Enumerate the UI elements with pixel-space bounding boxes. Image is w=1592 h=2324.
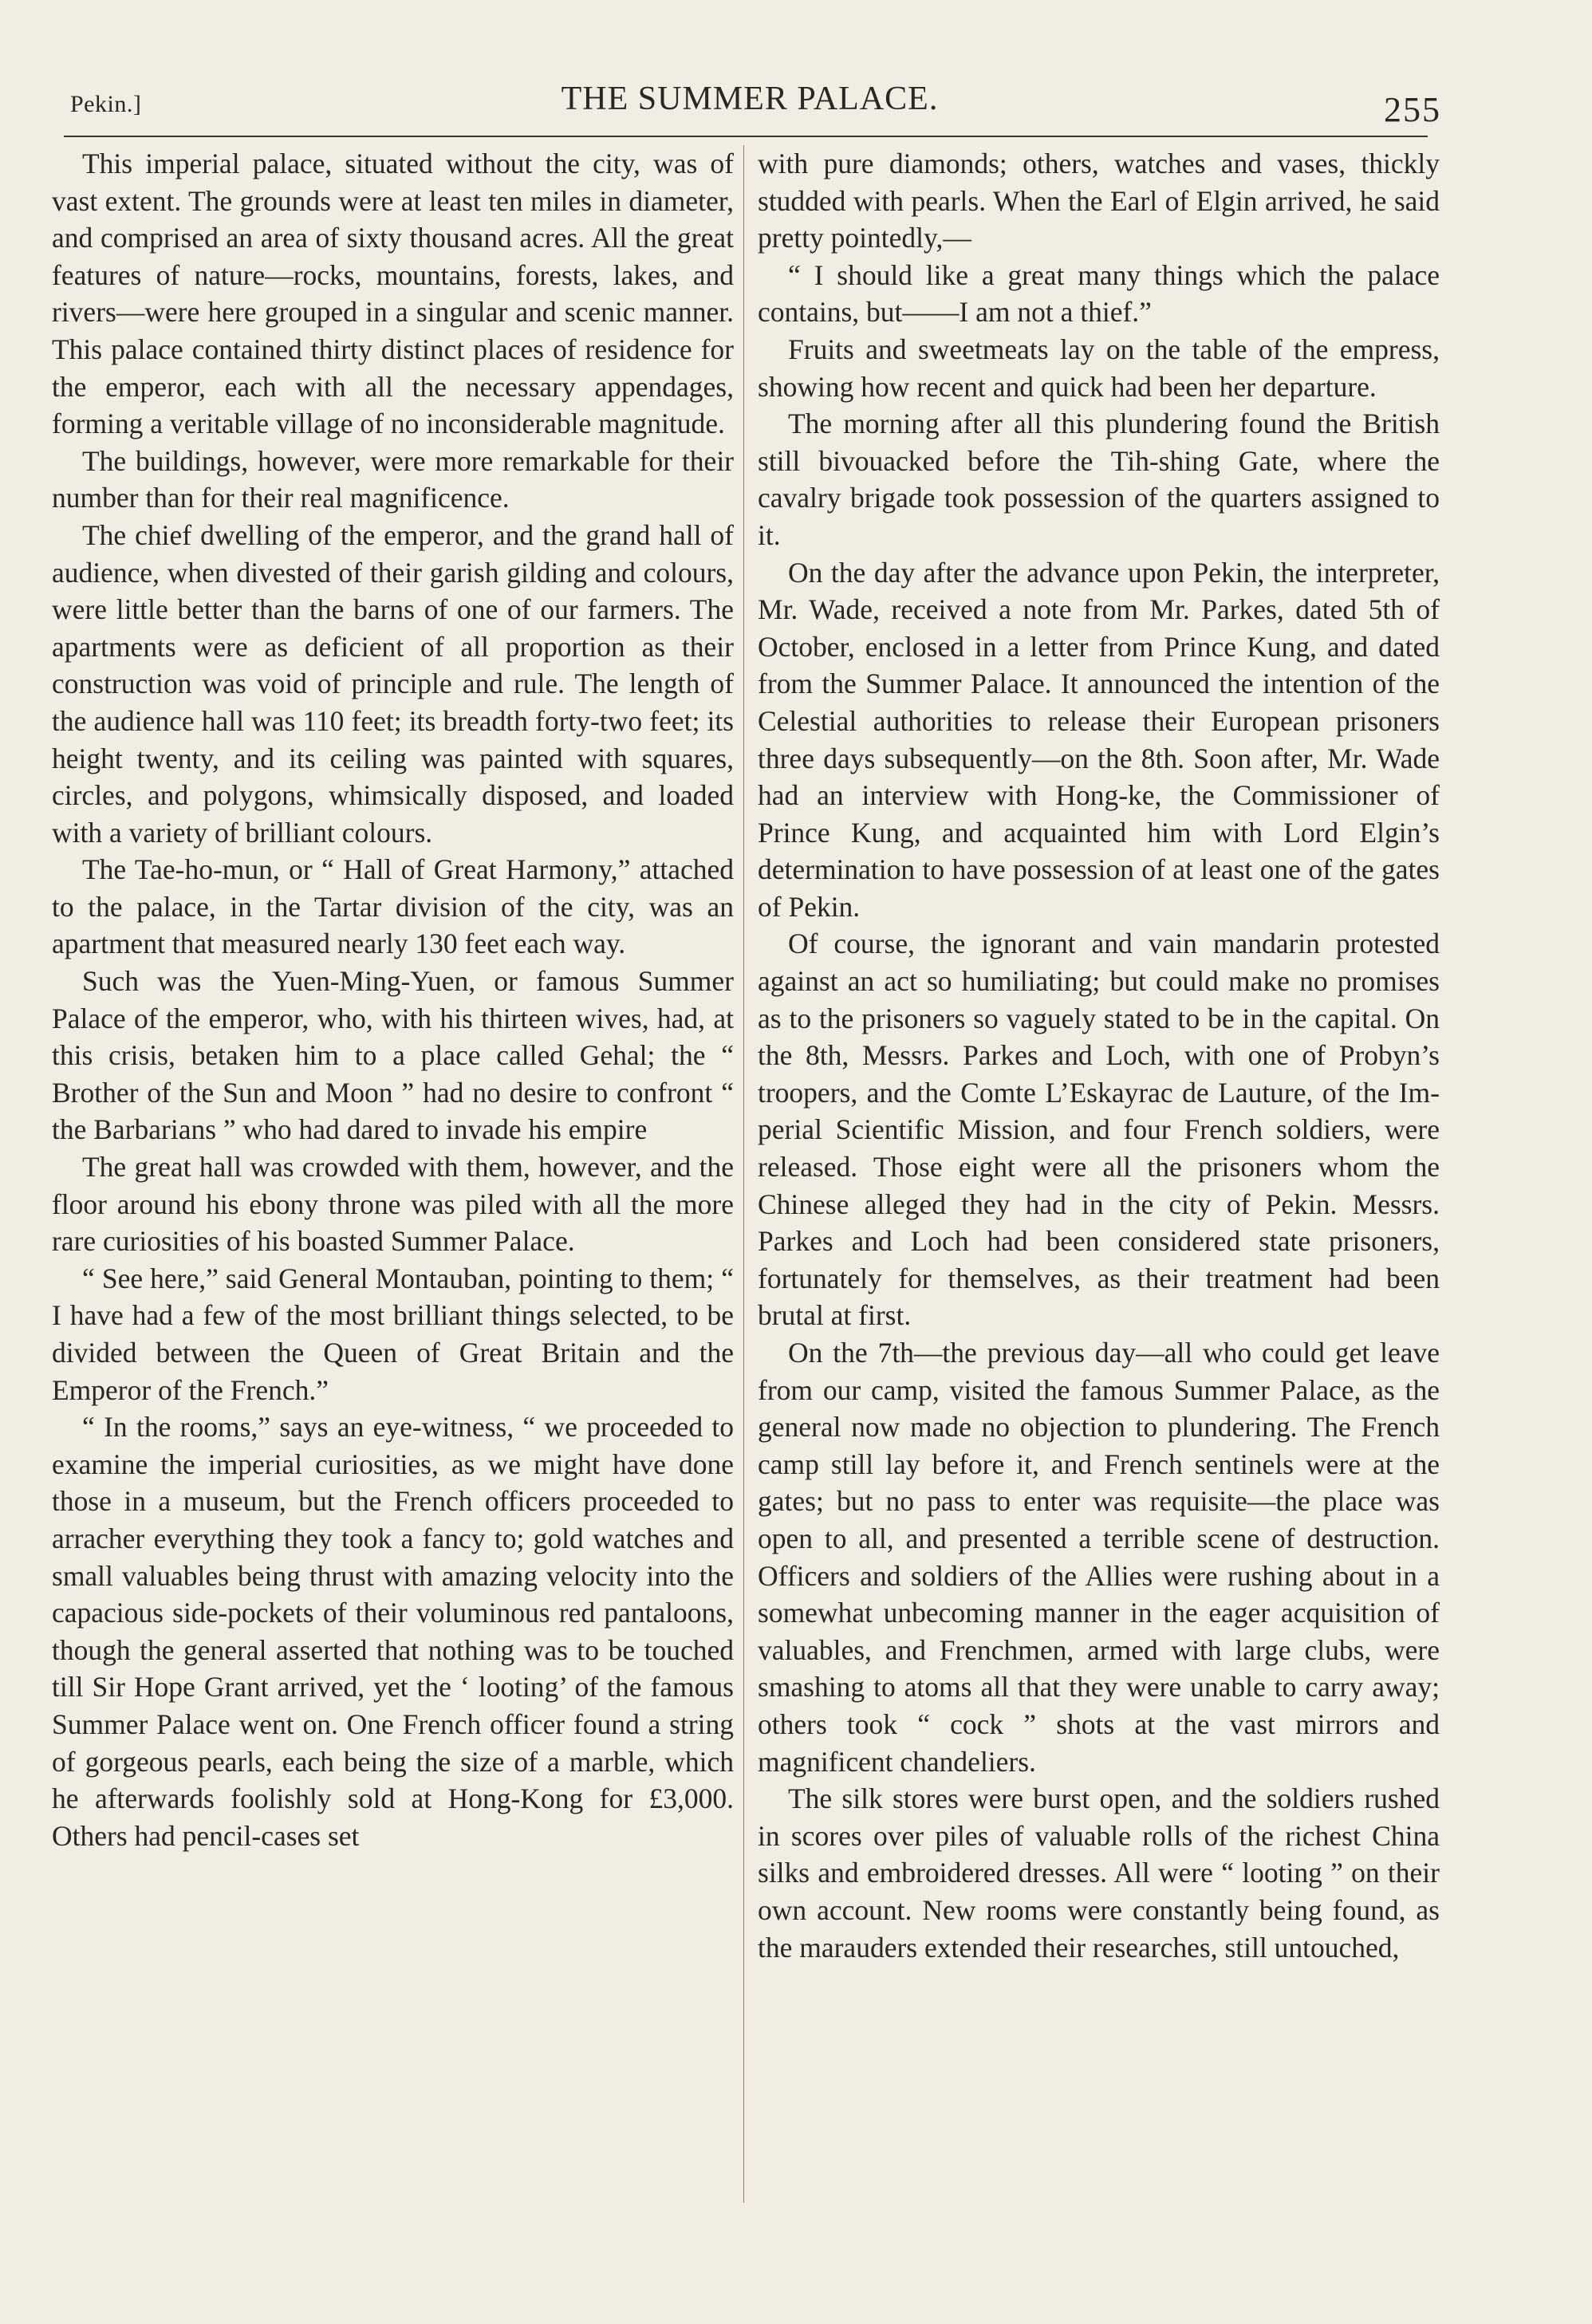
paragraph: This imperial palace, situated without the city, was of vast extent. The grounds were at least ten miles in diameter, and comprised an area of sixty thousand acres. All the great features of nature—rocks, mountains, forests, lakes, and rivers—were here grouped in a singular and scenic manner. This palace contained thirty distinct places of residence for the emperor, each with all the necessary appendages, forming a veritable village of no inconsiderable magnitude.	[52, 148, 734, 440]
page-number: 255	[1384, 90, 1441, 129]
column-divider	[743, 145, 744, 2203]
paragraph: The great hall was crowded with them, however, and the floor around his ebony throne was piled with all the more rare curiosities of his boasted Summer Palace.	[52, 1151, 734, 1258]
paragraph: On the day after the advance upon Pekin, the interpreter, Mr. Wade, received a note from Mr. Parkes, dated 5th of October, enclosed in a letter from Prince Kung, and dated from the Summer Palace. It announced the intention of the Celestial authorities to release their European prisoners three days subsequently—on the 8th. Soon after, Mr. Wade had an interview with Hong-ke, the Commissioner of Prince Kung, and acquainted him with Lord Elgin’s determination to have possession of at least one of the gates of Pekin.	[758, 556, 1440, 923]
paragraph: On the 7th—the previous day—all who could get leave from our camp, visited the famous Summer Palace, as the general now made no objection to plundering. The French camp still lay before it, and French sentinels were at the gates; but no pass to enter was requisite—the place was open to all, and presented a terrible scene of destruction. Officers and soldiers of the Allies were rushing about in a somewhat unbecoming manner in the eager acquisition of valuables, and Frenchmen, armed with large clubs, were smashing to atoms all that they were unable to carry away; others took “ cock ” shots at the vast mirrors and magnificent chandeliers.	[758, 1337, 1440, 1778]
running-head: Pekin.]	[70, 91, 142, 117]
paragraph: Such was the Yuen-Ming-Yuen, or famous Summer Palace of the emperor, who, with his thirteen wives, had, at this crisis, betaken him to a place called Gehal; the “ Brother of the Sun and Moon ” had no desire to confront “ the Barbarians ” who had dared to invade his empire	[52, 965, 734, 1146]
page-header	[64, 80, 1441, 136]
paragraph: “ See here,” said General Montauban, pointing to them; “ I have had a few of the most brilliant things selected, to be divided between the Queen of Great Britain and the Emperor of the French.”	[52, 1262, 734, 1406]
paragraph: Fruits and sweetmeats lay on the table of the empress, showing how recent and quick had been her departure.	[758, 333, 1440, 403]
paragraph: The morning after all this plundering found the British still bivouacked before the Tih-shing Gate, where the cavalry brigade took possession of the quarters assigned to it.	[758, 408, 1440, 551]
paragraph: Of course, the ignorant and vain mandarin protested against an act so humiliating; but could make no promises as to the prisoners so vaguely stated to be in the capital. On the 8th, Messrs. Parkes and Loch, with one of Probyn’s troopers, and the Comte L’Eskayrac de Lauture, of the Imperial Scientific Mission, and four French soldiers, were released. Those eight were all the prisoners whom the Chinese alleged they had in the city of Pekin. Messrs. Parkes and Loch had been considered state prisoners, fortunately for themselves, as their treatment had been brutal at first.	[758, 928, 1440, 1332]
paragraph: The buildings, however, were more remarkable for their number than for their real magnificence.	[52, 444, 734, 514]
paragraph: The chief dwelling of the emperor, and the grand hall of audience, when divested of their garish gilding and colours, were little better than the barns of one of our farmers. The apartments were as deficient of all proportion as their construction was void of principle and rule. The length of the audience hall was 110 feet; its breadth forty-two feet; its height twenty, and its ceiling was painted with squares, circles, and polygons, whimsically disposed, and loaded with a variety of brilliant colours.	[52, 518, 734, 849]
right-column	[758, 145, 1440, 1966]
paragraph: “ I should like a great many things which the palace contains, but——I am not a thief.”	[758, 258, 1440, 329]
page-title: THE SUMMER PALACE.	[561, 81, 939, 117]
left-column	[52, 145, 734, 1854]
header-rule	[64, 136, 1428, 137]
paragraph: The Tae-ho-mun, or “ Hall of Great Harmony,” attached to the palace, in the Tartar division of the city, was an apartment that measured nearly 130 feet each way.	[52, 853, 734, 960]
paragraph-continued: with pure diamonds; others, watches and vases, thickly studded with pearls. When the Earl of Elgin arrived, he said pretty pointedly,—	[758, 148, 1440, 254]
paragraph: The silk stores were burst open, and the soldiers rushed in scores over piles of valuable rolls of the richest China silks and embroidered dresses. All were “ looting ” on their own account. New rooms were constantly being found, as the marauders extended their researches, still untouched,	[758, 1782, 1440, 1964]
paragraph: “ In the rooms,” says an eye-witness, “ we proceeded to examine the imperial curiosities, as we might have done those in a museum, but the French officers proceeded to arracher everything they took a fancy to; gold watches and small valuables being thrust with amazing velocity into the capacious side-pockets of their voluminous red pantaloons, though the general asserted that nothing was to be touched till Sir Hope Grant arrived, yet the ‘ looting’ of the famous Summer Palace went on. One French officer found a string of gorgeous pearls, each being the size of a marble, which he afterwards foolishly sold at Hong-Kong for £3,000. Others had pencil-cases set	[52, 1411, 734, 1852]
